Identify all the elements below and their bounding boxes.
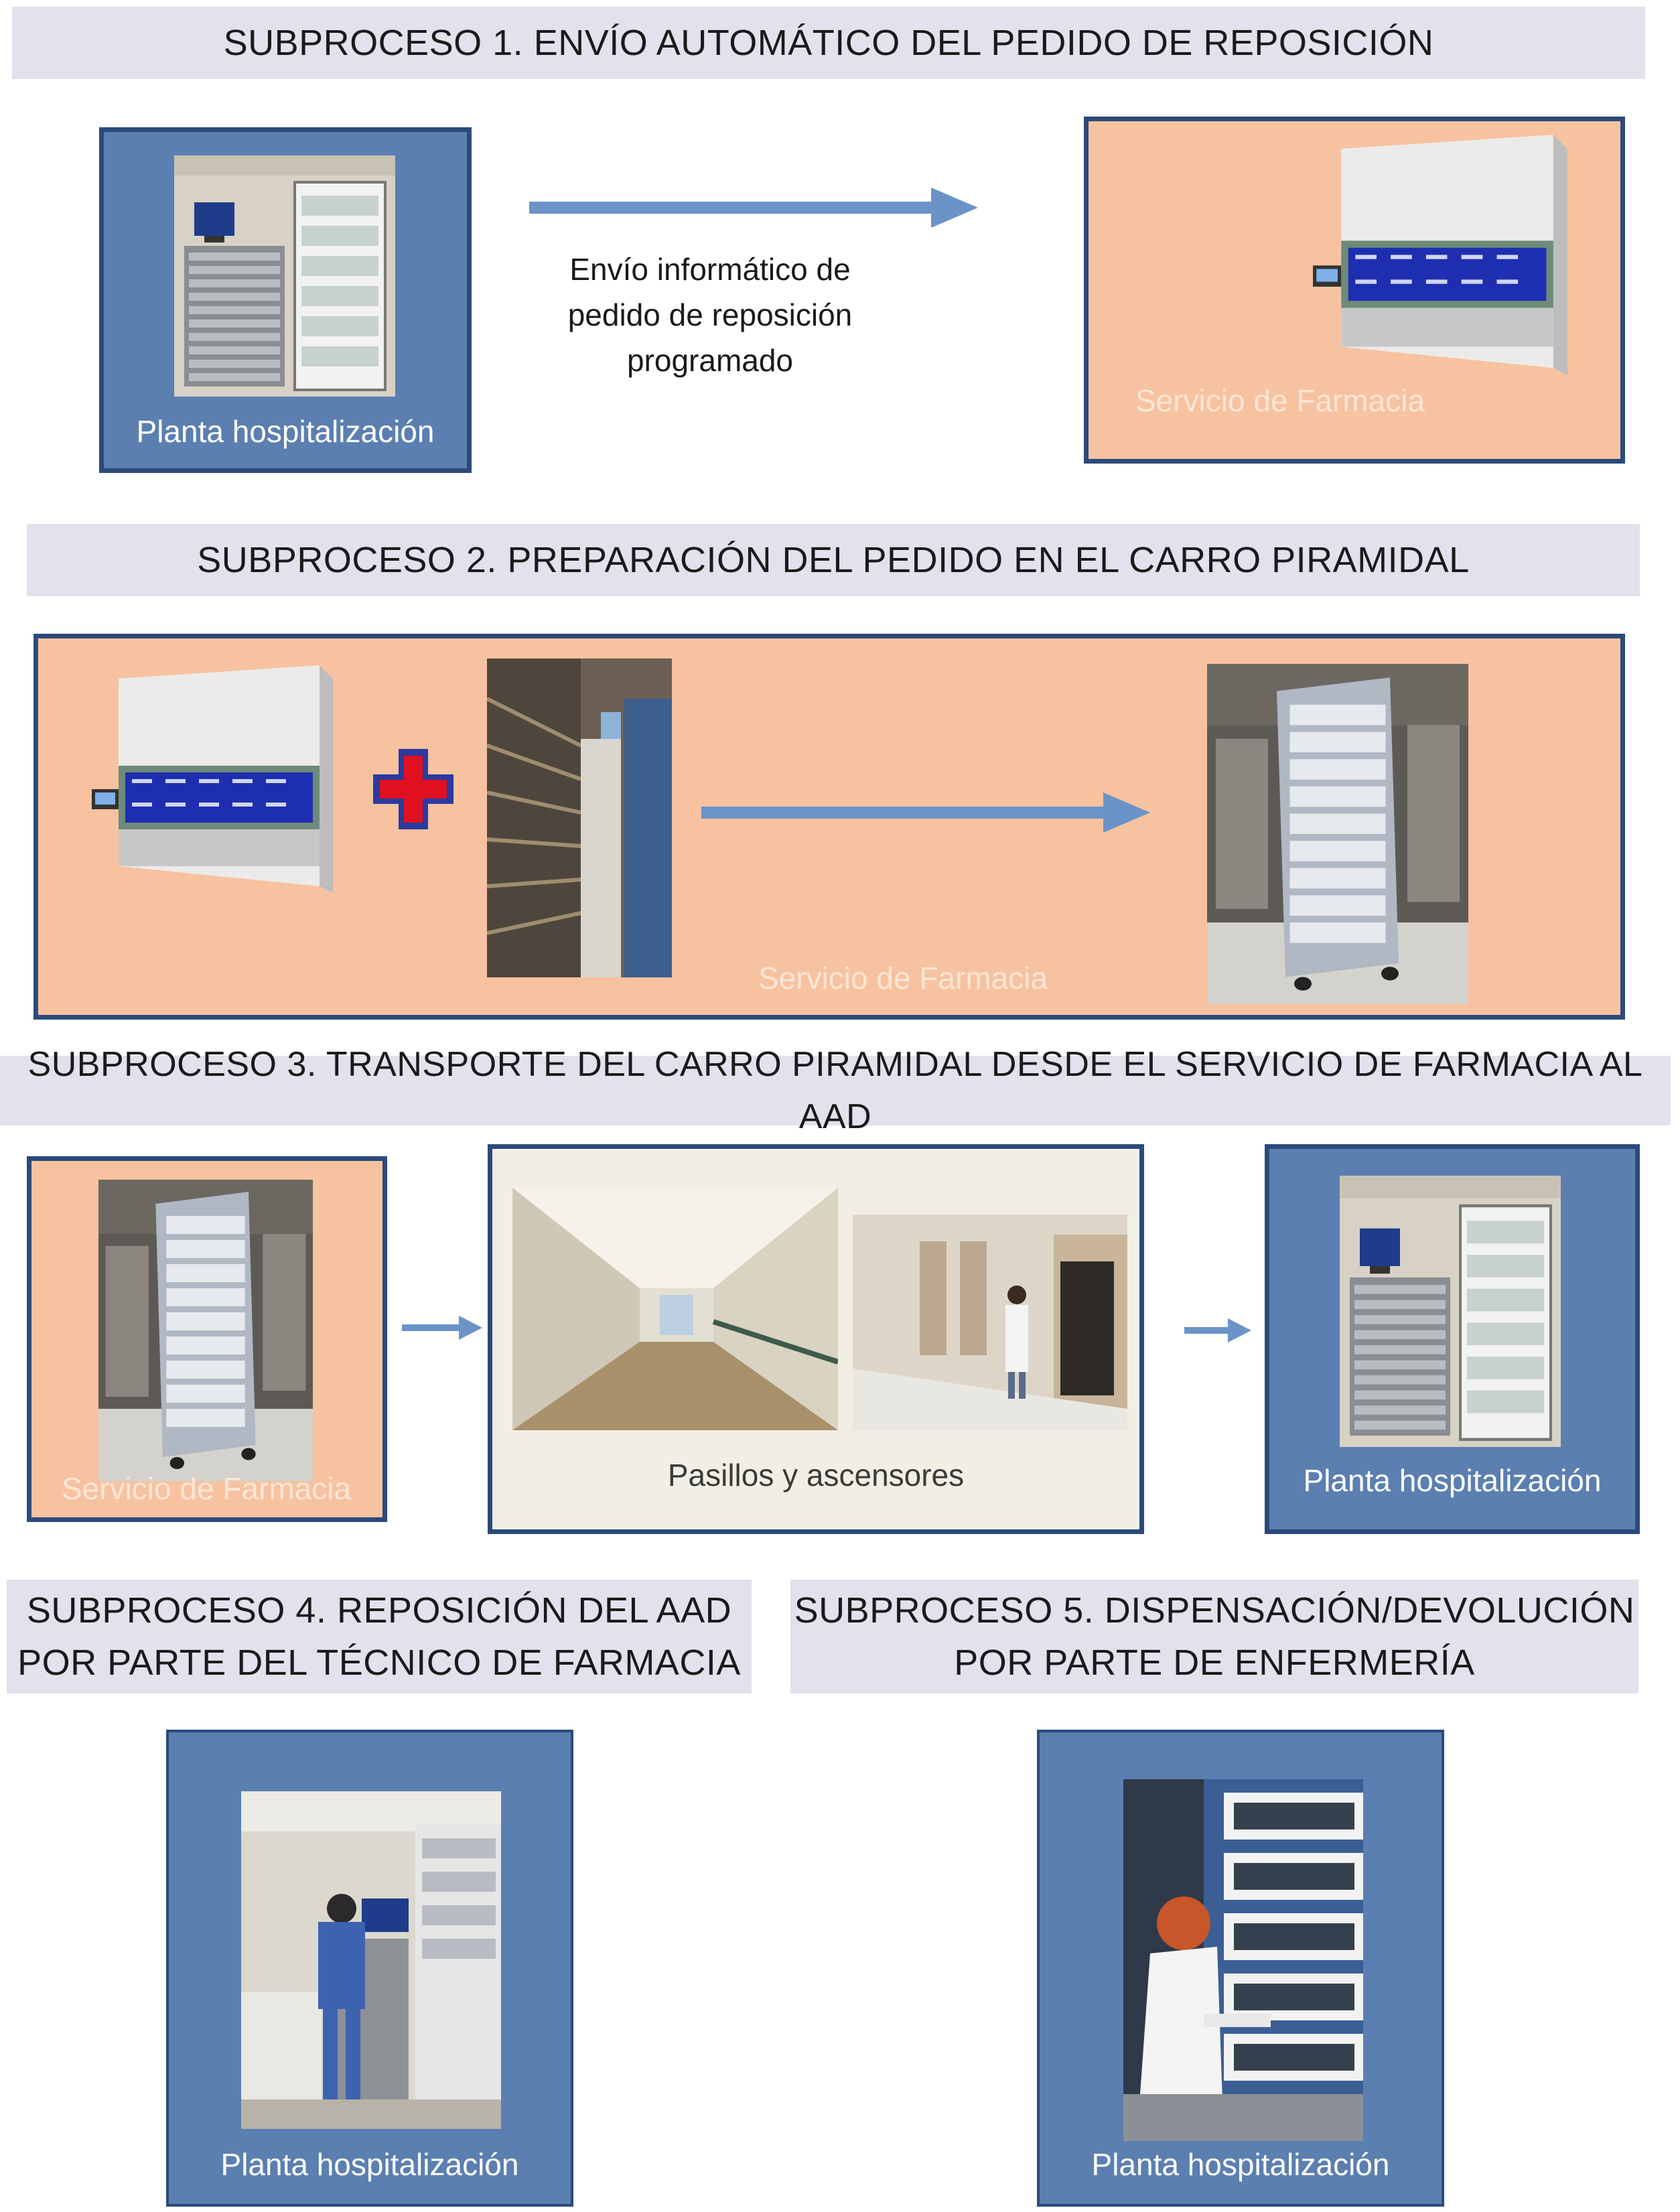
cabinet-icon: [174, 155, 395, 397]
sub3-title-text: SUBPROCESO 3. TRANSPORTE DEL CARRO PIRAMIDAL DESDE EL SERVICIO DE FARMACIA AL AAD: [27, 1045, 1643, 1136]
cabinet-icon: [1340, 1176, 1561, 1447]
sub1-pharmacy-label: Servicio de Farmacia: [1135, 383, 1425, 418]
sub2-title: [27, 524, 1640, 596]
pharmacy-shelves-icon: [487, 659, 672, 977]
sub1-ward-box: [99, 127, 472, 473]
technician-restocking-icon: [241, 1791, 501, 2129]
sub1-arrow-text: [509, 247, 911, 383]
sub3-pharmacy-box: [27, 1156, 387, 1522]
sub5-title-line-2: POR PARTE DE ENFERMERÍA: [954, 1643, 1475, 1683]
sub1-arrow-line-1: Envío informático de: [569, 252, 851, 287]
sub1-pharmacy-box: [1084, 117, 1625, 464]
hospital-corridor-icon: [512, 1188, 838, 1430]
sub4-title: [7, 1580, 752, 1693]
sub4-ward-label: Planta hospitalización: [220, 2147, 519, 2182]
sub4-title-line-2: POR PARTE DEL TÉCNICO DE FARMACIA: [17, 1643, 741, 1683]
sub3-arrow-1: [402, 1314, 482, 1341]
sub3-arrow-2: [1184, 1317, 1251, 1344]
sub3-ward-label: Planta hospitalización: [1303, 1463, 1602, 1498]
sub1-arrow: [529, 184, 978, 231]
sub3-ward-box: [1265, 1144, 1640, 1534]
sub3-corridor-label: Pasillos y ascensores: [667, 1458, 965, 1493]
sub4-title-line-1: SUBPROCESO 4. REPOSICIÓN DEL AAD: [26, 1590, 732, 1631]
sub5-title: [790, 1580, 1638, 1693]
vertical-carousel-icon: [1303, 135, 1578, 389]
sub2-title-text: SUBPROCESO 2. PREPARACIÓN DEL PEDIDO EN EL CARRO PIRAMIDAL: [197, 540, 1470, 580]
sub3-corridor-box: [488, 1144, 1144, 1534]
sub1-ward-label: Planta hospitalización: [136, 414, 435, 449]
sub3-title: [0, 1045, 1671, 1136]
red-cross-plus-icon: [373, 749, 453, 829]
elevator-hall-icon: [853, 1188, 1127, 1430]
pyramid-cart-icon: [1207, 664, 1468, 1004]
sub1-title: [12, 7, 1645, 79]
sub3-pharmacy-label: Servicio de Farmacia: [62, 1471, 352, 1506]
sub5-ward-label: Planta hospitalización: [1091, 2147, 1390, 2182]
pyramid-cart-icon: [98, 1180, 313, 1481]
sub1-arrow-line-2: pedido de reposición: [567, 297, 853, 332]
sub2-pharmacy-box: [33, 634, 1625, 1020]
sub5-title-line-1: SUBPROCESO 5. DISPENSACIÓN/DEVOLUCIÓN: [794, 1590, 1635, 1631]
nurse-dispensing-icon: [1123, 1779, 1363, 2141]
sub2-arrow: [701, 789, 1150, 836]
sub1-title-text: SUBPROCESO 1. ENVÍO AUTOMÁTICO DEL PEDIDO DE REPOSICIÓN: [223, 23, 1434, 63]
sub1-arrow-line-3: programado: [626, 343, 794, 378]
sub5-ward-box: [1037, 1730, 1444, 2207]
sub4-ward-box: [166, 1730, 573, 2207]
sub2-pharmacy-label: Servicio de Farmacia: [758, 961, 1048, 995]
vertical-carousel-icon: [85, 665, 340, 906]
